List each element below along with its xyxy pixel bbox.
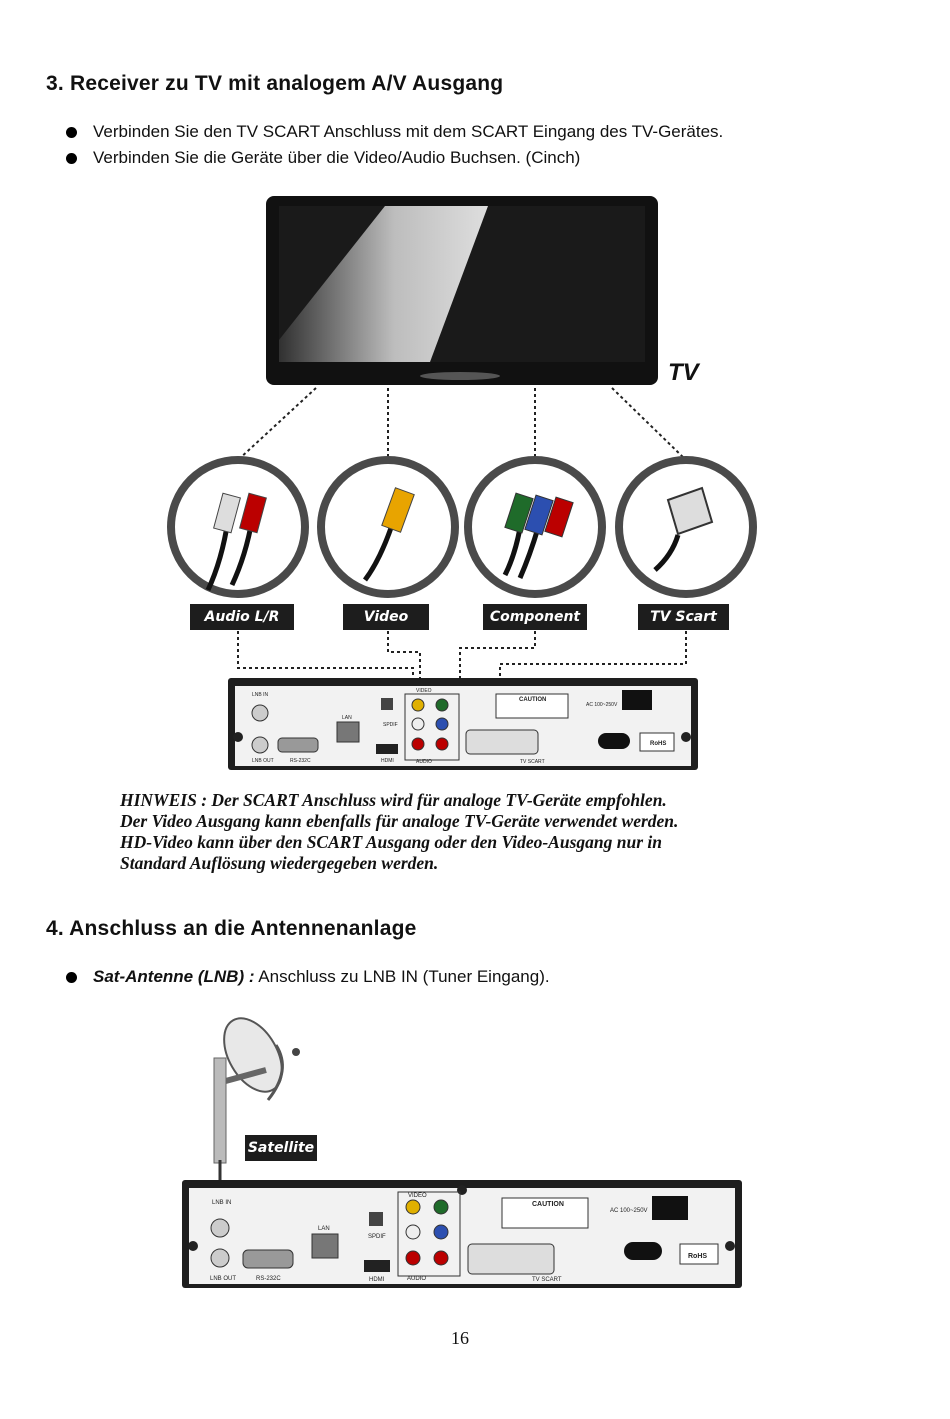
note-line: Der Video Ausgang kann ebenfalls für analoge TV-Geräte verwendet werden.	[120, 811, 679, 831]
svg-text:VIDEO: VIDEO	[408, 1193, 427, 1199]
bullet-bold-text: Sat-Antenne (LNB) :	[93, 967, 255, 986]
section-4-heading: 4. Anschluss an die Antennenanlage	[46, 917, 417, 940]
bullet-text: Verbinden Sie die Geräte über die Video/Audio Buchsen. (Cinch)	[93, 148, 581, 167]
bullet-dot-icon	[66, 153, 77, 164]
audio-lr-connector-icon	[171, 460, 305, 594]
bullet-text: Anschluss zu LNB IN (Tuner Eingang).	[254, 967, 550, 986]
svg-text:AUDIO: AUDIO	[407, 1276, 427, 1282]
svg-text:TV SCART: TV SCART	[520, 759, 545, 765]
tv-icon	[266, 196, 658, 385]
section-3-heading: 3. Receiver zu TV mit analogem A/V Ausgang	[46, 72, 504, 95]
hinweis-note	[120, 790, 678, 874]
svg-text:RoHS: RoHS	[688, 1253, 708, 1260]
svg-text:RoHS: RoHS	[650, 741, 667, 747]
note-line: HINWEIS : Der SCART Anschluss wird für analoge TV-Geräte empfohlen.	[120, 790, 667, 810]
note-line: Standard Auflösung wiedergegeben werden.	[120, 853, 439, 873]
svg-text:TV SCART: TV SCART	[532, 1277, 562, 1283]
satellite-label: Satellite	[245, 1135, 317, 1161]
svg-text:AC 100~250V: AC 100~250V	[610, 1208, 648, 1214]
svg-text:RS-232C: RS-232C	[290, 758, 311, 764]
bullet-item	[66, 148, 580, 168]
video-label: Video	[343, 604, 429, 630]
svg-text:LNB IN: LNB IN	[212, 1200, 232, 1206]
svg-text:LNB OUT: LNB OUT	[210, 1276, 237, 1282]
bullet-item	[66, 122, 723, 142]
svg-text:LAN: LAN	[342, 715, 352, 721]
svg-text:VIDEO: VIDEO	[416, 688, 432, 694]
tv-label: TV	[668, 359, 699, 386]
audio-lr-label: Audio L/R	[190, 604, 294, 630]
scart-connector-icon	[619, 460, 753, 594]
svg-text:RS-232C: RS-232C	[256, 1276, 281, 1282]
bullet-item	[66, 967, 550, 987]
bullet-dot-icon	[66, 127, 77, 138]
tv-scart-label: TV Scart	[638, 604, 729, 630]
tv-connection-diagram	[0, 185, 950, 785]
receiver-rear-panel	[182, 1180, 742, 1288]
receiver-rear-panel	[228, 678, 698, 770]
page-number: 16	[451, 1328, 469, 1348]
component-connector-icon	[468, 460, 602, 594]
note-line: HD-Video kann über den SCART Ausgang oder den Video-Ausgang nur in	[120, 832, 662, 852]
bullet-text: Verbinden Sie den TV SCART Anschluss mit dem SCART Eingang des TV-Gerätes.	[93, 122, 724, 141]
antenna-connection-diagram	[0, 1010, 950, 1295]
svg-text:HDMI: HDMI	[369, 1277, 385, 1283]
svg-text:AUDIO: AUDIO	[416, 759, 432, 765]
svg-text:AC 100~250V: AC 100~250V	[586, 702, 618, 708]
svg-text:HDMI: HDMI	[381, 758, 394, 764]
svg-text:CAUTION: CAUTION	[519, 697, 547, 703]
video-connector-icon	[321, 460, 455, 594]
component-label: Component	[483, 604, 587, 630]
svg-text:SPDIF: SPDIF	[383, 722, 398, 728]
svg-text:LNB OUT: LNB OUT	[252, 758, 274, 764]
svg-text:SPDIF: SPDIF	[368, 1234, 386, 1240]
bullet-dot-icon	[66, 972, 77, 983]
svg-text:CAUTION: CAUTION	[532, 1201, 564, 1208]
svg-text:LNB IN: LNB IN	[252, 692, 269, 698]
svg-text:LAN: LAN	[318, 1226, 330, 1232]
